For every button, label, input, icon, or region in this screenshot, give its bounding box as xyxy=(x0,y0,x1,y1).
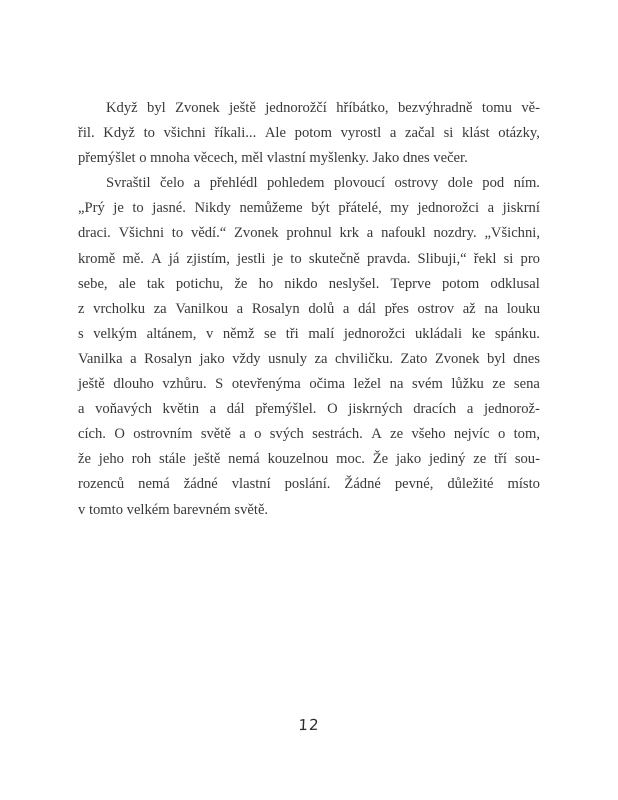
text-line: z vrcholku za Vanilkou a Rosalyn dolů a dál přes ostrov až na louku xyxy=(78,300,540,317)
text-line: kromě mě. A já zjistím, jestli je to skutečně pravda. Slibuji,“ řekl si pro xyxy=(78,250,540,267)
text-line: že jeho roh stále ještě nemá kouzelnou moc. Že jako jediný ze tří sou- xyxy=(78,451,540,468)
text-line: sebe, ale tak potichu, že ho nikdo neslyšel. Teprve potom odklusal xyxy=(78,275,540,292)
paragraph-1 xyxy=(78,96,540,171)
text-line: přemýšlet o mnoha věcech, měl vlastní myšlenky. Jako dnes večer. xyxy=(78,150,468,167)
text-line: s velkým altánem, v němž se tři malí jednorožci ukládali ke spánku. xyxy=(78,325,540,342)
text-line: v tomto velkém barevném světě. xyxy=(78,501,269,518)
page-number: 12 xyxy=(297,715,321,735)
text-line: řil. Když to všichni říkali... Ale potom vyrostl a začal si klást otázky, xyxy=(78,125,540,142)
text-line: cích. O ostrovním světě a o svých sestrách. A ze všeho nejvíc o tom, xyxy=(78,426,540,443)
text-line: a voňavých květin a dál přemýšlel. O jiskrných dracích a jednorož- xyxy=(78,401,540,418)
text-line: draci. Všichni to vědí.“ Zvonek prohnul krk a nafoukl nozdry. „Všichni, xyxy=(78,225,540,242)
text-line: ještě dlouho vzhůru. S otevřenýma očima ležel na svém lůžku ze sena xyxy=(78,376,540,393)
text-line: Svraštil čelo a přehlédl pohledem plovoucí ostrovy dole pod ním. xyxy=(106,175,540,192)
paragraph-2 xyxy=(78,171,540,522)
body-text xyxy=(78,96,540,523)
text-line: „Prý je to jasné. Nikdy nemůžeme být přátelé, my jednorožci a jiskrní xyxy=(78,200,540,217)
text-line: Vanilka a Rosalyn jako vždy usnuly za chviličku. Zato Zvonek byl dnes xyxy=(78,350,540,367)
text-line: Když byl Zvonek ještě jednorožčí hříbátko, bezvýhradně tomu vě- xyxy=(106,100,540,116)
text-line: rozenců nemá žádné vlastní poslání. Žádné pevné, důležité místo xyxy=(78,476,540,493)
